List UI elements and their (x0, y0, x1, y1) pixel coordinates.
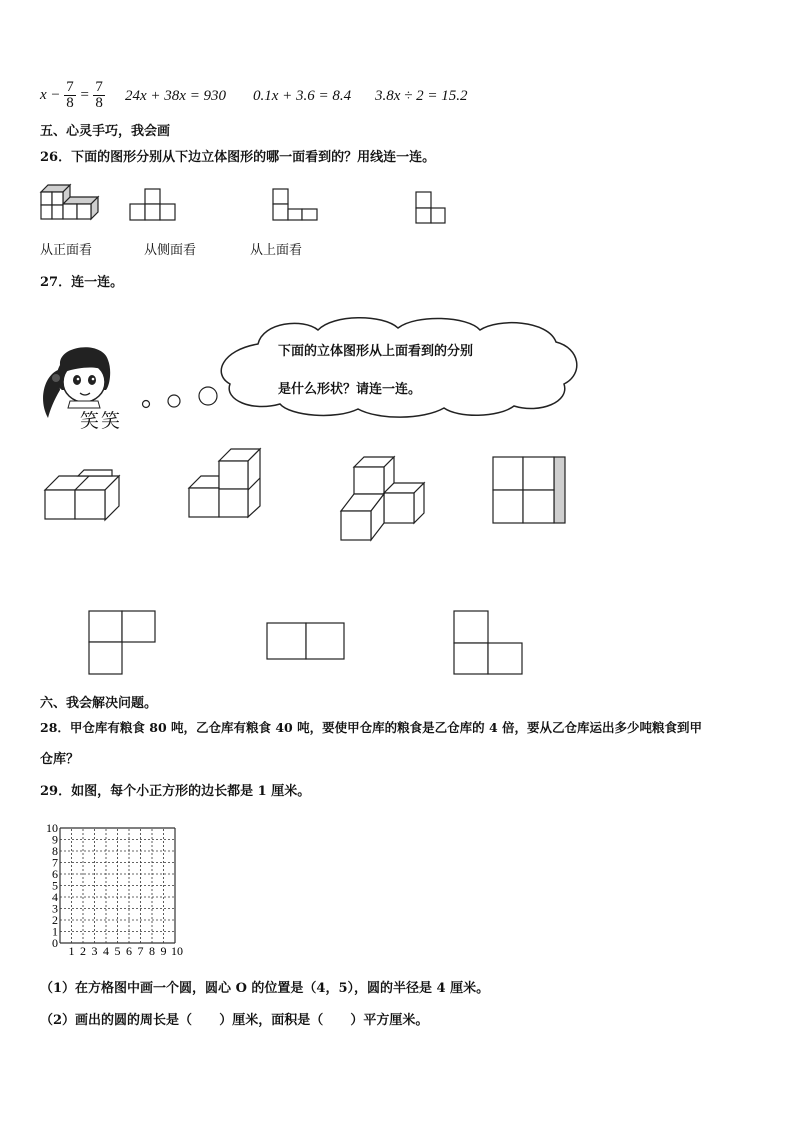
section-5-title: 五、心灵手巧，我会画 (40, 124, 171, 139)
grid-x-label: 4 (103, 944, 109, 958)
bubble-text-line-1: 下面的立体图形从上面看到的分别 (278, 344, 474, 359)
thought-bubble-dots (140, 384, 220, 414)
thought-cloud (218, 316, 583, 416)
fraction-7-8: $\frac{7}{8}$ (66, 79, 74, 111)
bubble-text-line-2: 是什么形状？请连一连。 (278, 382, 422, 397)
grid-y-label: 0 (52, 936, 58, 950)
eq1-left: x − (40, 86, 61, 103)
question-26: 26．下面的图形分别从下边立体图形的哪一面看到的？用线连一连。 (40, 150, 436, 165)
q26-label-side: 从侧面看 (144, 243, 197, 258)
q26-solid-figure (40, 182, 102, 222)
top-view-shape-3 (453, 610, 525, 676)
grid-x-label: 8 (149, 944, 155, 958)
grid-x-label: 5 (114, 944, 121, 958)
question-28-line-2: 仓库？ (40, 752, 80, 767)
q26-view-c (415, 191, 447, 225)
section-6-title: 六、我会解决问题。 (40, 696, 158, 711)
solid-figure-3 (340, 455, 430, 541)
character-name-label: 笑笑 (80, 410, 123, 432)
solid-figure-2 (188, 446, 263, 518)
top-view-shape-2 (266, 622, 346, 662)
grid-x-label: 7 (137, 944, 144, 958)
grid-y-label: 9 (52, 832, 58, 847)
question-28-line-1: 28．甲仓库有粮食 80 吨，乙仓库有粮食 40 吨，要使甲仓库的粮食是乙仓库的 4 倍，要从乙仓库运出多少吨粮食到甲 (40, 720, 702, 735)
solid-figure-1 (44, 464, 124, 520)
q26-view-a (130, 188, 176, 222)
grid-x-label: 9 (160, 944, 167, 958)
equation-3: 0.1x + 3.6 = 8.4 (253, 88, 352, 104)
coordinate-grid (36, 812, 196, 962)
equation-2: 24x + 38x = 930 (125, 88, 227, 104)
question-29-part-1: （1）在方格图中画一个圆，圆心 O 的位置是（4，5），圆的半径是 4 厘米。 (40, 981, 490, 996)
equation-4: 3.8x ÷ 2 = 15.2 (375, 88, 468, 104)
q26-view-b (272, 188, 318, 222)
question-29: 29．如图，每个小正方形的边长都是 1 厘米。 (40, 784, 311, 799)
top-view-shape-1 (88, 610, 158, 676)
grid-x-label: 3 (91, 944, 98, 958)
grid-y-label: 8 (52, 844, 58, 858)
grid-x-label: 6 (126, 944, 132, 958)
fraction-7-8-result: $\frac{7}{8}$ (95, 79, 103, 111)
grid-y-label: 7 (52, 855, 58, 870)
equation-1 (40, 80, 105, 111)
q26-label-top: 从上面看 (250, 243, 303, 258)
grid-y-label: 6 (52, 867, 58, 881)
q26-label-front: 从正面看 (40, 243, 93, 258)
grid-x-label: 10 (171, 944, 183, 958)
grid-y-label: 10 (46, 821, 58, 835)
grid-y-label: 3 (52, 901, 58, 916)
solid-figure-4 (492, 456, 568, 526)
grid-y-label: 1 (52, 924, 58, 939)
grid-x-label: 2 (80, 944, 86, 958)
question-29-part-2: （2）画出的圆的周长是（ ）厘米，面积是（ ）平方厘米。 (40, 1013, 429, 1028)
question-27: 27．连一连。 (40, 275, 124, 290)
grid-x-label: 1 (68, 944, 75, 958)
grid-y-label: 4 (52, 890, 58, 904)
grid-y-label: 2 (52, 913, 58, 927)
eq1-equals: = (79, 86, 90, 103)
grid-y-label: 5 (52, 878, 58, 893)
